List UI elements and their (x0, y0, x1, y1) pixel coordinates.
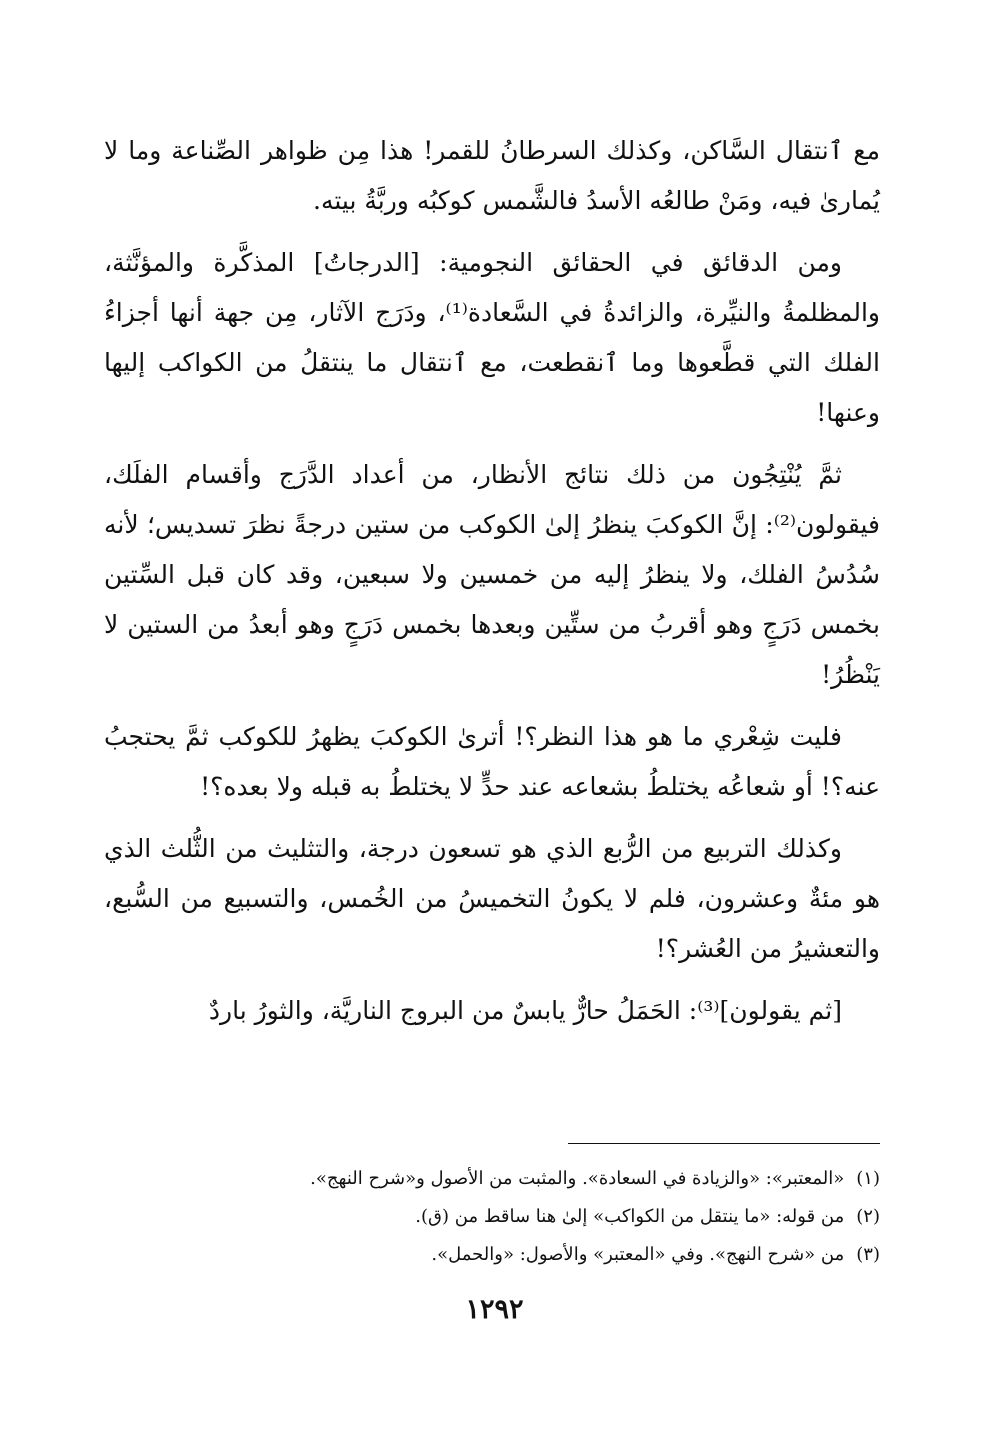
footnotes (104, 1160, 880, 1274)
footnote-1 (104, 1160, 880, 1198)
paragraph-2: ومن الدقائق في الحقائق النجومية: [الدرجاتُ] المذكَّرة والمؤنَّثة، والمظلمةُ والنيِّرة، والزائدةُ في السَّعادة⁽¹⁾، ودَرَج الآثار، مِن جهة أنها أجزاءُ الفلك التي قطَّعوها وما ٱنقطعت، مع ٱنتقال ما ينتقلُ من الكواكب إليها وعنها! (104, 248, 880, 427)
paragraph-5: وكذلك التربيع من الرُّبع الذي هو تسعون درجة، والتثليث من الثُّلث الذي هو مئةٌ وعشرون، فلم لا يكونُ التخميسُ من الخُمس، والتسبيع من السُّبع، والتعشيرُ من العُشر؟! (104, 834, 881, 963)
footnote-2 (104, 1198, 880, 1236)
footnote-number: (٢) (856, 1206, 880, 1227)
paragraph-4: فليت شِعْري ما هو هذا النظر؟! أترىٰ الكوكبَ يظهرُ للكوكب ثمَّ يحتجبُ عنه؟! أو شعاعُه يختلطُ بشعاعه عند حدٍّ لا يختلطُ به قبله ولا بعده؟! (104, 722, 880, 801)
footnote-text: من «شرح النهج». وفي «المعتبر» والأصول: «والحمل». (431, 1244, 845, 1265)
paragraph-6: [ثم يقولون]⁽³⁾: الحَمَلُ حارٌّ يابسٌ من البروج الناريَّة، والثورُ باردٌ (208, 996, 842, 1025)
footnote-separator (568, 1143, 880, 1144)
footnote-text: من قوله: «ما ينتقل من الكواكب» إلىٰ هنا ساقط من (ق). (415, 1206, 845, 1227)
footnote-number: (٣) (856, 1244, 880, 1265)
paragraph-1: مع ٱنتقال السَّاكن، وكذلك السرطانُ للقمر! هذا مِن ظواهر الصِّناعة وما لا يُمارىٰ فيه، ومَنْ طالعُه الأسدُ فالشَّمس كوكبُه وربَّةُ بيته. (104, 136, 880, 215)
page-number: ١٢٩٢ (465, 1294, 524, 1325)
footnote-number: (١) (856, 1168, 880, 1189)
main-text (104, 126, 880, 1048)
footnote-text: «المعتبر»: «والزيادة في السعادة». والمثبت من الأصول و«شرح النهج». (310, 1168, 845, 1189)
paragraph-3: ثمَّ يُنْتِجُون من ذلك نتائج الأنظار، من أعداد الدَّرَج وأقسام الفلَك، فيقولون⁽²⁾: إنَّ الكوكبَ ينظرُ إلىٰ الكوكب من ستين درجةً نظرَ تسديس؛ لأنه سُدُسُ الفلك، ولا ينظرُ إليه من خمسين ولا سبعين، وقد كان قبل السِّتين بخمس دَرَجٍ وهو أقربُ من ستِّين وبعدها بخمس دَرَجٍ وهو أبعدُ من الستين لا يَنْظُرُ! (104, 460, 880, 689)
footnote-3 (104, 1236, 880, 1274)
